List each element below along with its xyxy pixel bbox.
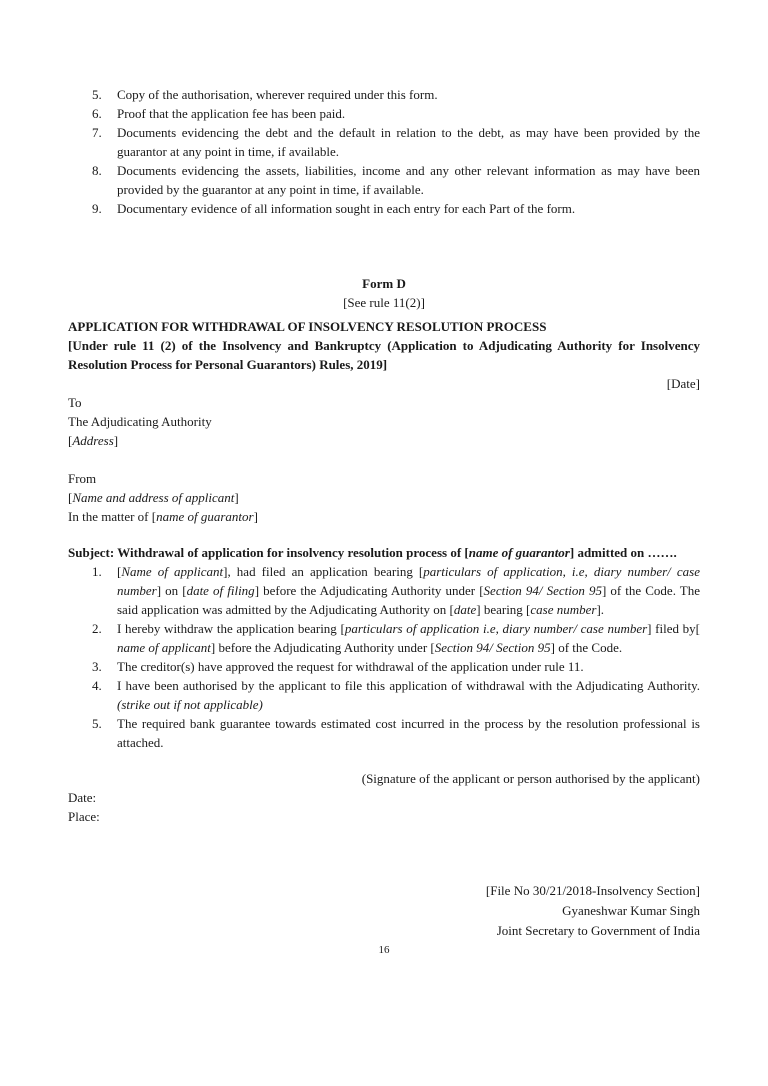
annexure-list-item — [68, 199, 700, 218]
annexure-list-item — [68, 161, 700, 199]
address-placeholder: [Address] — [68, 433, 119, 448]
footer-signatory-name: Gyaneshwar Kumar Singh — [562, 903, 700, 918]
place-label: Place: — [68, 809, 100, 824]
form-main-heading: APPLICATION FOR WITHDRAWAL OF INSOLVENCY RESOLUTION PROCESS — [68, 319, 547, 334]
body-list-item — [68, 619, 700, 657]
list-item-number: 3. — [92, 659, 102, 674]
list-item-text: The required bank guarantee towards estimated cost incurred in the process by the resolution professional is attached. — [117, 716, 700, 750]
list-item-text: I have been authorised by the applicant to file this application of withdrawal with the Adjudicating Authority.(strike out if not applicable) — [117, 678, 700, 712]
list-item-number: 4. — [92, 678, 102, 693]
matter-line: In the matter of [name of guarantor] — [68, 509, 258, 524]
list-item-text: Proof that the application fee has been paid. — [117, 106, 346, 121]
list-item-number: 6. — [92, 106, 102, 121]
form-rule-reference: [See rule 11(2)] — [343, 295, 425, 310]
to-line: The Adjudicating Authority — [68, 414, 212, 429]
footer-file-no: [File No 30/21/2018-Insolvency Section] — [485, 883, 700, 898]
page-number: 16 — [378, 944, 390, 956]
date-label: Date: — [68, 790, 97, 805]
form-sub-heading: [Under rule 11 (2) of the Insolvency and Bankruptcy (Application to Adjudicating Authority for Insolvency Resolution Process for Personal Guarantors) Rules, 2019] — [68, 338, 700, 372]
body-list-item — [68, 714, 700, 752]
annexure-list-item — [68, 104, 700, 123]
form-title: Form D — [362, 276, 406, 291]
body-list-item — [68, 676, 700, 714]
body-list — [68, 562, 700, 752]
list-item-text: [Name of applicant], had filed an application bearing [particulars of application, i.e, diary number/ case number] on [date of filing] before the Adjudicating Authority under [Section 94/ Section 95] of the Code. The said application was admitted by the Adjudicating Authority on [date] bearing [case number]. — [117, 564, 701, 617]
signature-line: (Signature of the applicant or person authorised by the applicant) — [361, 771, 700, 786]
body-list-item — [68, 657, 700, 676]
list-item-number: 5. — [92, 87, 102, 102]
list-item-text: I hereby withdraw the application bearing [particulars of application i.e, diary number/ case number] filed by[ name of applicant] before the Adjudicating Authority under [Section 94/ Section 95] of the Code. — [117, 621, 700, 655]
list-item-number: 8. — [92, 163, 102, 178]
date-placeholder: [Date] — [666, 376, 700, 391]
footer-block — [68, 881, 700, 941]
list-item-number: 1. — [92, 564, 102, 579]
list-item-text: Copy of the authorisation, wherever required under this form. — [117, 87, 438, 102]
from-label: From — [68, 471, 97, 486]
list-item-number: 9. — [92, 201, 102, 216]
to-label: To — [68, 395, 82, 410]
list-item-text: Documents evidencing the debt and the default in relation to the debt, as may have been provided by the guarantor at any point in time, if available. — [117, 125, 700, 159]
list-item-text: Documentary evidence of all information sought in each entry for each Part of the form. — [117, 201, 576, 216]
list-item-number: 2. — [92, 621, 102, 636]
from-placeholder: [Name and address of applicant] — [68, 490, 239, 505]
footer-signatory-title: Joint Secretary to Government of India — [496, 923, 700, 938]
list-item-text: Documents evidencing the assets, liabilities, income and any other relevant information as may have been provided by the guarantor at any point in time, if available. — [117, 163, 700, 197]
list-item-number: 5. — [92, 716, 102, 731]
list-item-text: The creditor(s) have approved the request for withdrawal of the application under rule 11. — [117, 659, 584, 674]
annexure-list — [68, 85, 700, 218]
body-list-item — [68, 562, 700, 619]
annexure-list-item — [68, 123, 700, 161]
list-item-number: 7. — [92, 125, 102, 140]
annexure-list-item — [68, 85, 700, 104]
subject-line: Subject: Withdrawal of application for insolvency resolution process of [name of guarantor] admitted on ……. — [68, 545, 677, 560]
